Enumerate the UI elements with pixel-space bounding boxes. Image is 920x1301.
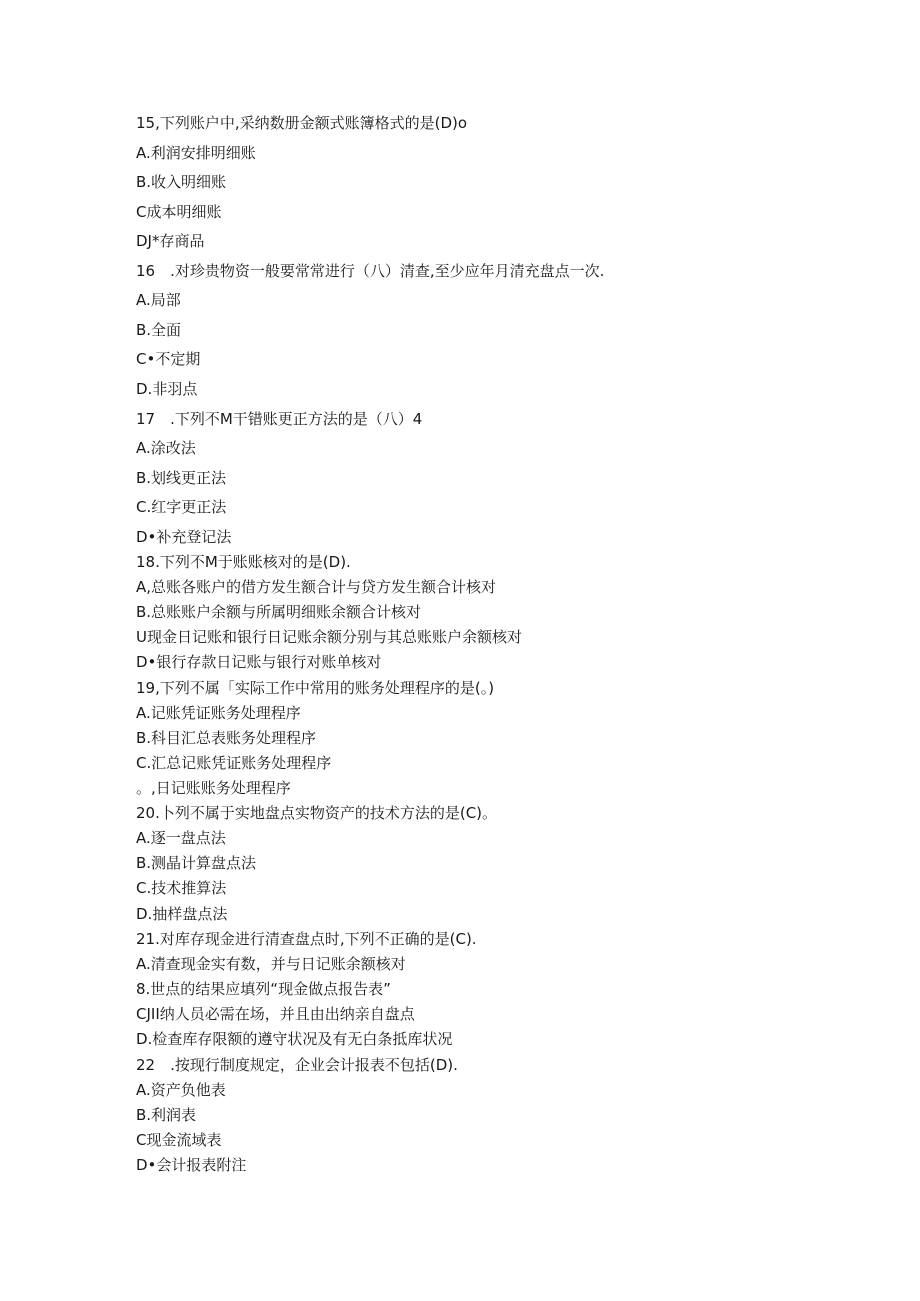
question-17-option-c: C.红字更正法 (136, 498, 227, 516)
question-17-option-a: A.涂改法 (136, 439, 196, 457)
question-18-option-a: A,总账各账户的借方发生额合计与贷方发生额合计核对 (136, 578, 497, 596)
question-15-option-d: DJ*存商品 (136, 232, 205, 250)
question-17-stem: 17 .下列不M干错账更正方法的是（八）4 (136, 410, 423, 428)
question-16-stem: 16 .对珍贵物资一般要常常进行（八）清查,至少应年月清充盘点一次. (136, 262, 605, 280)
question-17-option-b: B.划线更正法 (136, 469, 227, 487)
question-16-option-b: B.全面 (136, 321, 182, 339)
question-21-option-a: A.清查现金实有数，并与日记账余额核对 (136, 955, 406, 973)
question-22-option-c: C现金流域表 (136, 1131, 222, 1149)
question-15-option-b: B.收入明细账 (136, 173, 227, 191)
question-18-option-b: B.总账账户余额与所属明细账余额合计核对 (136, 603, 422, 621)
question-21-stem: 21.对库存现金进行清查盘点时,下列不正确的是(C). (136, 930, 477, 948)
question-19-option-b: B.科目汇总表账务处理程序 (136, 729, 317, 747)
question-16-option-d: D.非羽点 (136, 380, 198, 398)
question-19-stem: 19,下列不属「实际工作中常用的账务处理程序的是(。) (136, 679, 495, 697)
question-18-option-d: D•银行存款日记账与银行对账单核对 (136, 653, 382, 671)
question-21-option-c: CJII纳人员必需在场，并且由出纳亲自盘点 (136, 1005, 415, 1023)
question-16-option-a: A.局部 (136, 291, 181, 309)
question-20-option-a: A.逐一盘点法 (136, 829, 226, 847)
question-20-option-b: B.测晶计算盘点法 (136, 854, 257, 872)
question-17-option-d: D•补充登记法 (136, 528, 232, 546)
question-18-stem: 18.下列不M于账账核对的是(D). (136, 553, 351, 571)
question-22-stem: 22 .按现行制度规定，企业会计报表不包括(D). (136, 1056, 458, 1074)
question-21-option-d: D.检查库存限额的遵守状况及有无白条抵库状况 (136, 1030, 453, 1048)
question-15-stem: 15,下列账户中,采纳数册金额式账簿格式的是(D)o (136, 114, 468, 132)
question-15-option-c: C成本明细账 (136, 203, 222, 221)
question-19-option-c: C.汇总记账凭证账务处理程序 (136, 754, 332, 772)
question-22-option-b: B.利润表 (136, 1106, 197, 1124)
question-19-option-d: 。,日记账账务处理程序 (136, 779, 291, 797)
question-18-option-c: U现金日记账和银行日记账余额分别与其总账账户余额核对 (136, 628, 522, 646)
question-20-option-c: C.技术推算法 (136, 879, 227, 897)
question-21-option-b: 8.世点的结果应填列“现金做点报告表” (136, 980, 391, 998)
question-22-option-a: A.资产负他表 (136, 1081, 226, 1099)
question-22-option-d: D•会计报表附注 (136, 1156, 247, 1174)
question-20-stem: 20.卜列不属于实地盘点实物资产的技术方法的是(C)。 (136, 804, 498, 822)
question-15-option-a: A.利润安排明细账 (136, 144, 256, 162)
question-19-option-a: A.记账凭证账务处理程序 (136, 704, 301, 722)
question-16-option-c: C•不定期 (136, 350, 201, 368)
question-20-option-d: D.抽样盘点法 (136, 905, 228, 923)
